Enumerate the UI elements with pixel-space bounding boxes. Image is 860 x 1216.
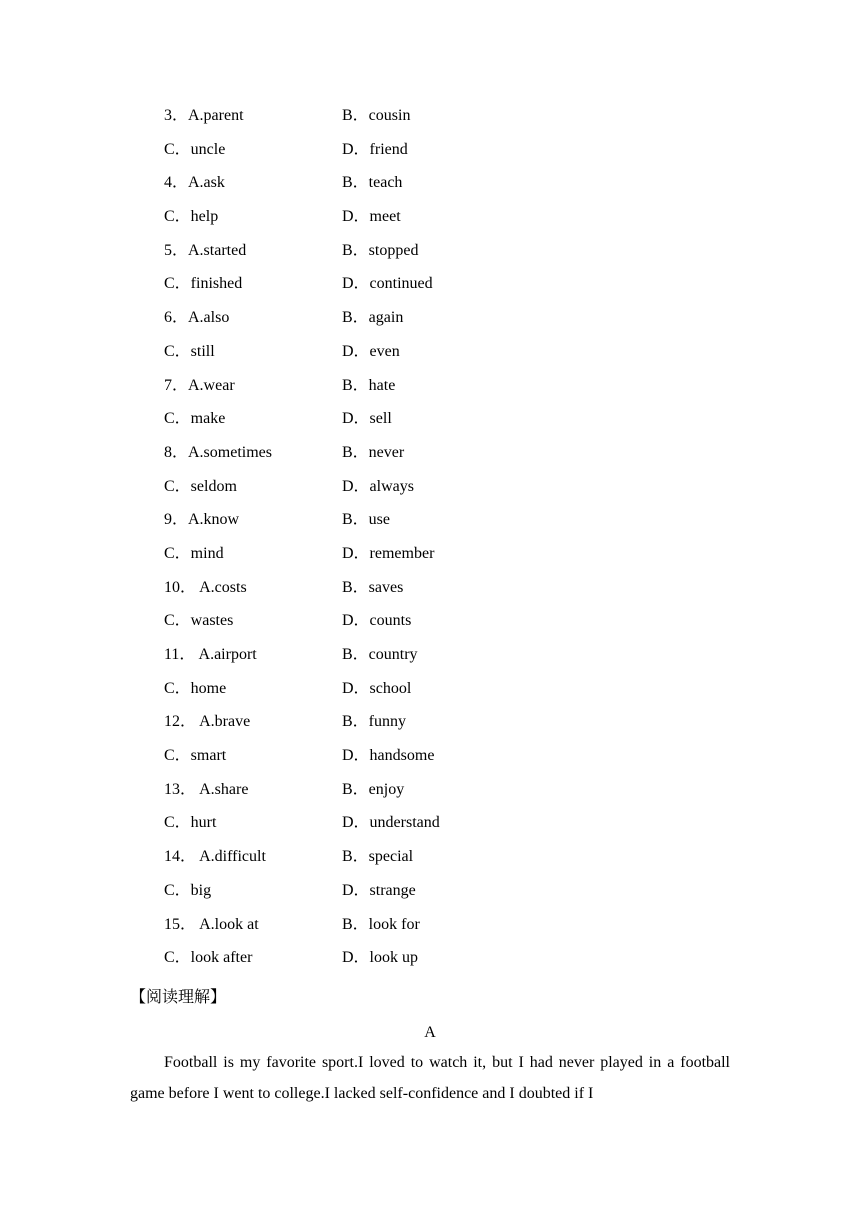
option-right: B．hate — [342, 376, 396, 394]
option-right: D．counts — [342, 612, 412, 630]
option-right: B．look for — [342, 915, 420, 933]
option-row — [0, 340, 860, 374]
option-row — [0, 104, 860, 138]
option-row — [0, 475, 860, 509]
option-row — [0, 508, 860, 542]
option-right: D．sell — [342, 410, 392, 428]
option-row — [0, 677, 860, 711]
option-row — [0, 778, 860, 812]
option-row — [0, 441, 860, 475]
option-left: C．uncle — [164, 140, 226, 158]
cloze-options — [0, 104, 860, 980]
option-right: D．strange — [342, 881, 416, 899]
option-row — [0, 913, 860, 947]
option-right: D．even — [342, 342, 400, 360]
option-left: C．hurt — [164, 814, 217, 832]
option-left: C．wastes — [164, 612, 234, 630]
option-row — [0, 542, 860, 576]
option-right: B．funny — [342, 713, 407, 731]
option-right: D．continued — [342, 275, 433, 293]
option-right: D．look up — [342, 949, 419, 967]
option-row — [0, 879, 860, 913]
option-left: 3．A.parent — [164, 107, 244, 124]
option-left: C．mind — [164, 544, 224, 562]
option-right: B．enjoy — [342, 780, 405, 798]
option-right: D．remember — [342, 544, 435, 562]
option-left: 10． A.costs — [164, 578, 247, 596]
option-left: C．big — [164, 881, 212, 899]
option-right: B．country — [342, 646, 418, 663]
option-right: D．school — [342, 679, 412, 697]
option-left: 14． A.difficult — [164, 848, 266, 866]
option-left: C．seldom — [164, 477, 237, 495]
section-heading: 【阅读理解】 — [130, 989, 227, 1006]
option-left: 6．A.also — [164, 309, 230, 327]
option-row — [0, 306, 860, 340]
option-right: B．use — [342, 511, 391, 529]
option-left: 7．A.wear — [164, 376, 235, 394]
option-right: B．teach — [342, 174, 403, 192]
option-row — [0, 946, 860, 980]
option-right: B．again — [342, 309, 404, 327]
option-left: C．finished — [164, 275, 243, 293]
option-right: D．friend — [342, 140, 408, 158]
option-row — [0, 811, 860, 845]
option-row — [0, 744, 860, 778]
passage-title: A — [424, 1024, 436, 1041]
option-row — [0, 138, 860, 172]
option-right: D．always — [342, 477, 414, 495]
option-left: C．smart — [164, 747, 227, 765]
option-right: B．saves — [342, 578, 404, 596]
option-row — [0, 643, 860, 677]
option-left: C．help — [164, 208, 219, 226]
option-row — [0, 407, 860, 441]
option-row — [0, 845, 860, 879]
option-row — [0, 710, 860, 744]
option-right: B．stopped — [342, 241, 419, 259]
option-left: 13． A.share — [164, 780, 249, 798]
option-right: D．meet — [342, 208, 401, 226]
option-left: 12． A.brave — [164, 713, 251, 731]
option-right: B．never — [342, 443, 405, 461]
option-left: 8．A.sometimes — [164, 443, 272, 461]
option-row — [0, 374, 860, 408]
option-right: B．cousin — [342, 107, 411, 124]
option-left: 4．A.ask — [164, 174, 225, 192]
option-left: C．still — [164, 342, 215, 360]
option-row — [0, 171, 860, 205]
passage-text: Football is my favorite sport.I loved to watch it, but I had never played in a football game before I went to college.I lacked self-confidence and I doubted if I — [130, 1054, 730, 1102]
option-right: B．special — [342, 848, 414, 866]
option-left: 11． A.airport — [164, 646, 257, 663]
option-row — [0, 205, 860, 239]
option-left: 15． A.look at — [164, 915, 259, 933]
option-row — [0, 609, 860, 643]
option-left: 9．A.know — [164, 511, 240, 529]
option-left: 5．A.started — [164, 241, 247, 259]
option-right: D．handsome — [342, 747, 435, 765]
option-left: C．make — [164, 410, 226, 428]
option-left: C．look after — [164, 949, 253, 967]
option-row — [0, 576, 860, 610]
option-right: D．understand — [342, 814, 440, 832]
option-row — [0, 239, 860, 273]
option-left: C．home — [164, 679, 227, 697]
option-row — [0, 272, 860, 306]
